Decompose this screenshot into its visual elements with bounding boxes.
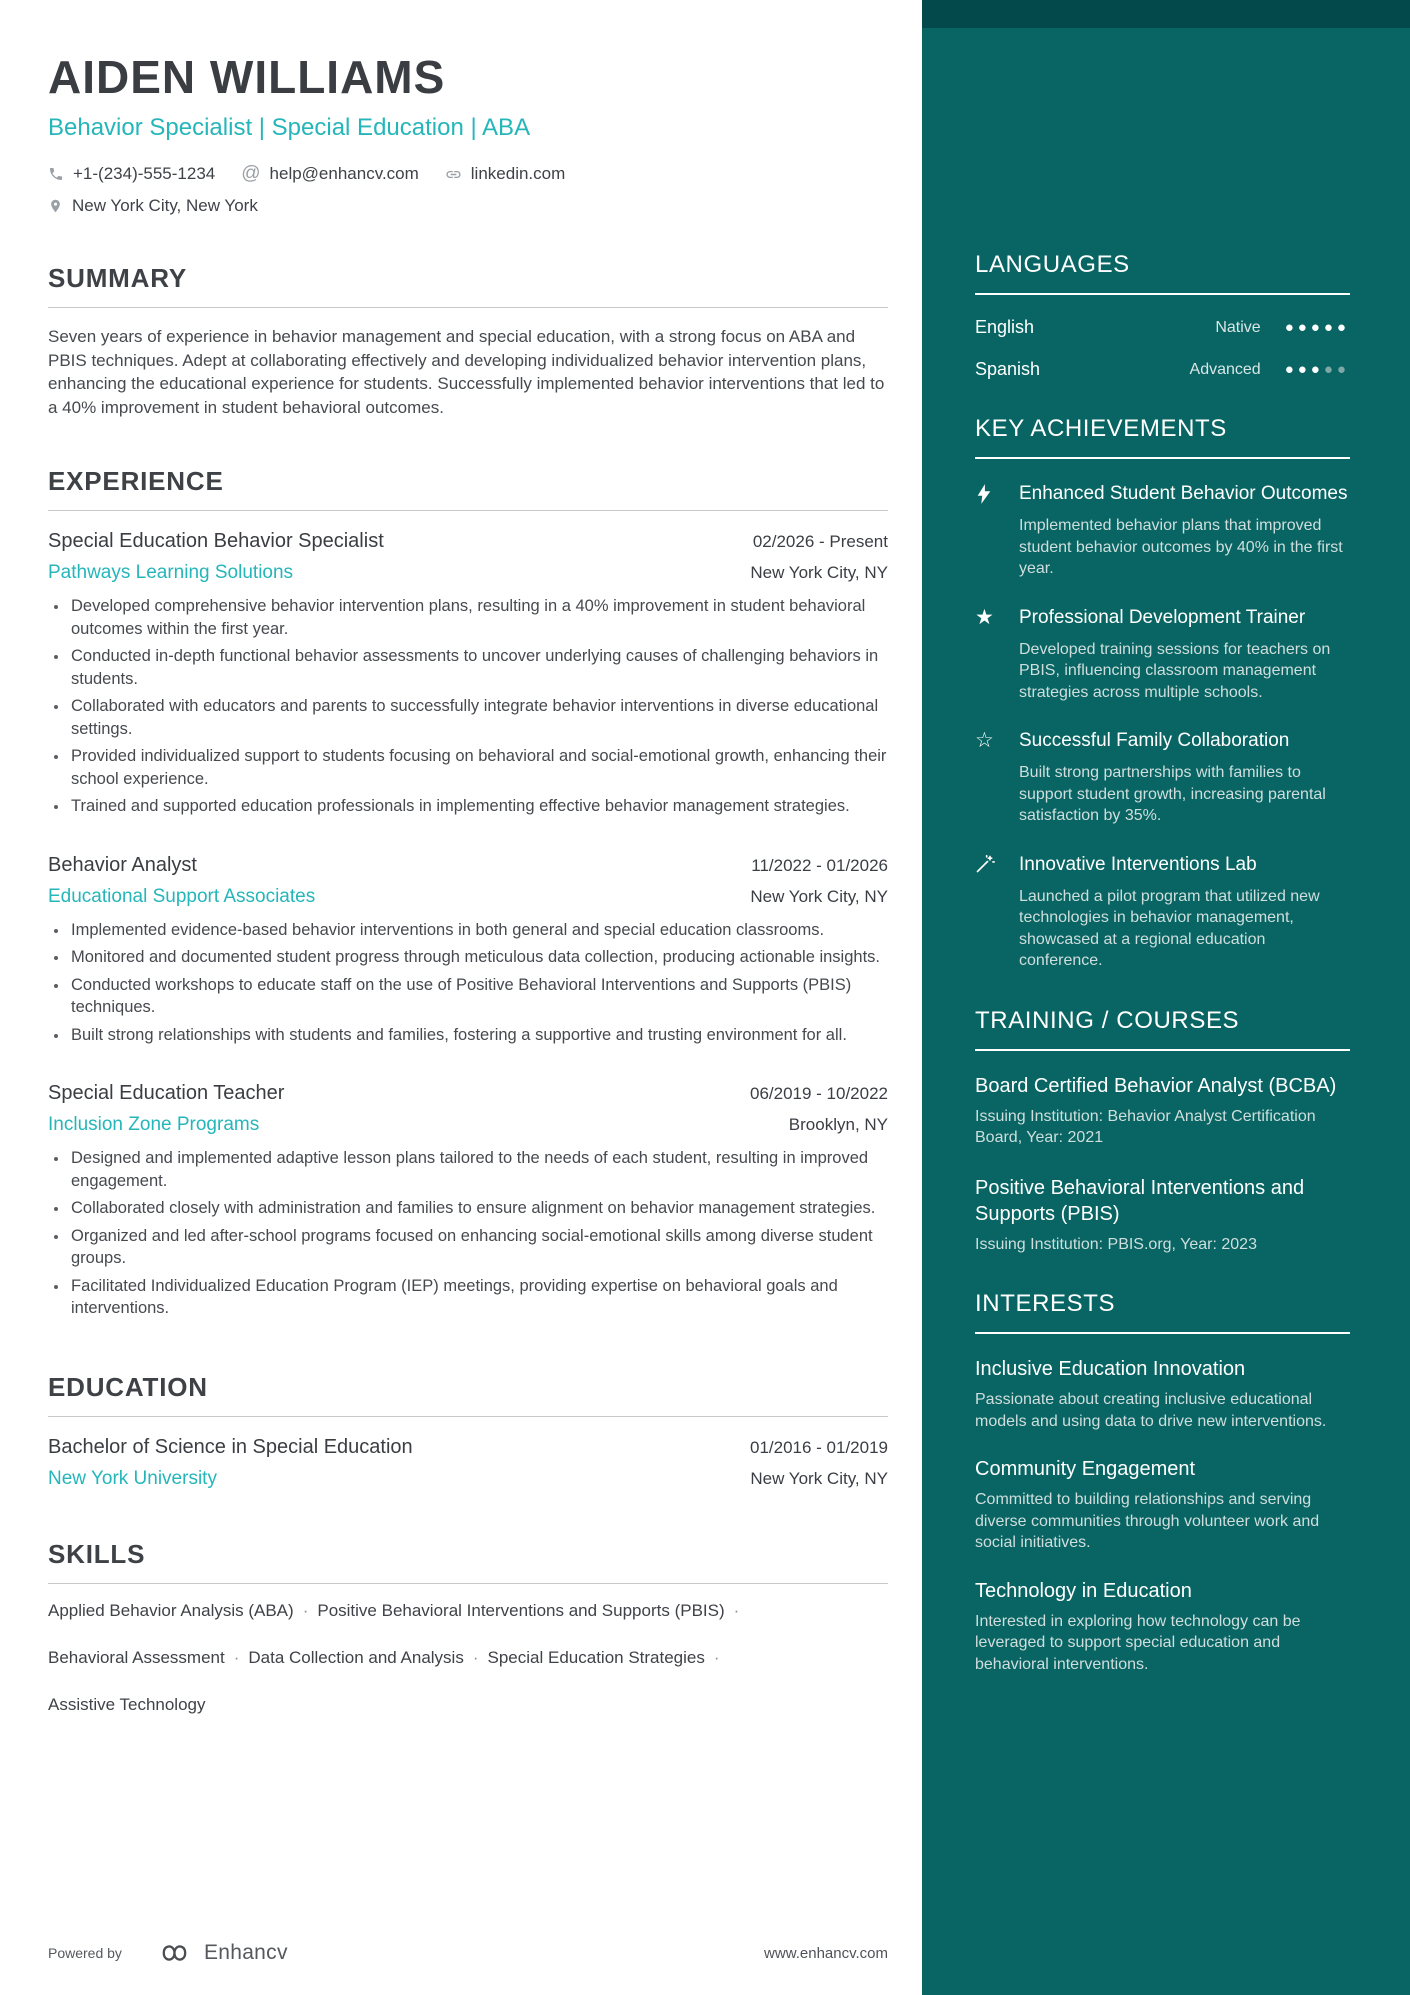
enhancv-logo[interactable]	[156, 1941, 194, 1965]
section-heading-education: EDUCATION	[48, 1371, 208, 1402]
interest-item	[975, 1456, 1350, 1554]
at-icon: @	[241, 163, 261, 184]
skill-item	[317, 1601, 739, 1621]
section-heading-languages: LANGUAGES	[975, 251, 1130, 278]
skill-item	[48, 1648, 239, 1668]
enhancv-brand-name[interactable]: Enhancv	[203, 1941, 288, 1964]
lightning-icon	[975, 481, 1019, 580]
section-divider	[48, 307, 888, 308]
achievement-title: Enhanced Student Behavior Outcomes	[1019, 483, 1348, 504]
contact-row	[48, 164, 888, 184]
achievement-description: Built strong partnerships with families to support student growth, increasing parental satisfaction by 35%.	[1019, 764, 1326, 824]
interest-title: Technology in Education	[975, 1579, 1192, 1602]
skill-label: Special Education Strategies	[487, 1647, 705, 1667]
job-location: New York City, NY	[750, 563, 888, 582]
job-bullet: • Provided individualized support to students focusing on behavioral and social-emotional growth, enhancing their school experience.	[69, 745, 888, 790]
phone-icon	[48, 166, 64, 182]
summary-section	[48, 262, 888, 419]
course-item	[975, 1073, 1350, 1149]
skill-item	[48, 1601, 308, 1621]
job-entry	[48, 852, 888, 1047]
job-bullet-list	[48, 1147, 888, 1320]
job-title: Behavior Analyst	[48, 853, 197, 876]
education-location: New York City, NY	[750, 1468, 888, 1488]
interest-description: Passionate about creating inclusive educational models and using data to drive new interventions.	[975, 1391, 1327, 1430]
skill-label: Applied Behavior Analysis (ABA)	[48, 1600, 294, 1620]
location-pin-icon	[48, 197, 63, 215]
achievement-description: Developed training sessions for teachers on PBIS, influencing classroom management strategies across multiple schools.	[1019, 640, 1331, 701]
job-location: Brooklyn, NY	[788, 1115, 888, 1134]
summary-text: Seven years of experience in behavior management and special education, with a strong focus on ABA and PBIS techniques. Adept at collaborating effectively and developing individualized behavior intervention plans, enhancing the educational experience for students. Successfully implemented behavior interventions that led to a 40% improvement in student behavioral outcomes.	[48, 327, 885, 417]
skill-separator: ·	[233, 1647, 240, 1667]
language-level: Advanced	[1189, 360, 1261, 378]
skill-separator: ·	[302, 1600, 309, 1620]
language-name: Spanish	[975, 359, 1041, 379]
language-name: English	[975, 317, 1035, 337]
achievement-title: Professional Development Trainer	[1019, 606, 1306, 628]
candidate-name: AIDEN WILLIAMS	[48, 51, 446, 103]
sidebar-top-strip	[922, 0, 1410, 28]
job-title: Special Education Teacher	[48, 1082, 285, 1104]
star-filled-icon: ★	[975, 605, 994, 629]
skill-label: Assistive Technology	[48, 1694, 206, 1714]
language-level: Native	[1215, 318, 1261, 336]
job-dates: 02/2026 - Present	[752, 532, 888, 551]
language-row	[975, 359, 1350, 380]
language-row	[975, 317, 1350, 338]
interest-item	[975, 1356, 1350, 1432]
job-bullet: • Designed and implemented adaptive lesson plans tailored to the needs of each student, resulting in improved engagement.	[69, 1147, 888, 1192]
location-text: New York City, New York	[72, 196, 258, 215]
job-bullet: • Monitored and documented student progress through meticulous data collection, producing actionable insights.	[69, 946, 888, 969]
languages-section	[975, 250, 1350, 380]
interests-section	[975, 1289, 1350, 1675]
job-bullet: • Conducted workshops to educate staff on the use of Positive Behavioral Interventions and Supports (PBIS) techniques.	[69, 974, 888, 1019]
achievement-item	[975, 728, 1350, 827]
course-item	[975, 1175, 1350, 1256]
job-company: Pathways Learning Solutions	[48, 562, 294, 583]
job-bullet: • Collaborated closely with administration and families to ensure alignment on behavior management strategies.	[69, 1197, 888, 1220]
section-heading-summary: SUMMARY	[48, 263, 187, 293]
language-proficiency-dots: ●●●●●	[1284, 361, 1350, 378]
link-icon	[445, 166, 462, 183]
section-heading-key-achievements: KEY ACHIEVEMENTS	[975, 415, 1227, 442]
job-location: New York City, NY	[750, 886, 888, 906]
job-bullet-list	[48, 595, 888, 818]
location-row	[48, 196, 888, 216]
achievement-description: Launched a pilot program that utilized new technologies in behavior management, showcased at a regional education conference.	[1019, 887, 1320, 969]
training-courses-section	[975, 1006, 1350, 1256]
job-bullet: • Facilitated Individualized Education Program (IEP) meetings, providing expertise on behavioral goals and interventions.	[69, 1275, 888, 1320]
skill-label: Data Collection and Analysis	[248, 1647, 464, 1667]
linkedin-link[interactable]: linkedin.com	[470, 164, 566, 183]
job-company: Educational Support Associates	[48, 885, 316, 907]
section-divider	[975, 1332, 1350, 1334]
course-title: Positive Behavioral Interventions and Supports (PBIS)	[975, 1176, 1305, 1225]
job-entry	[48, 528, 888, 818]
degree-title: Bachelor of Science in Special Education	[48, 1435, 413, 1458]
enhancv-url[interactable]: www.enhancv.com	[764, 1944, 888, 1962]
powered-by-label: Powered by	[48, 1945, 122, 1961]
job-bullet: • Developed comprehensive behavior intervention plans, resulting in a 40% improvement in student behavioral outcomes within the first year.	[69, 595, 888, 640]
section-divider	[48, 1583, 888, 1584]
achievement-item	[975, 481, 1350, 580]
sidebar-content	[922, 28, 1410, 1715]
section-divider	[975, 457, 1350, 459]
job-bullet: • Trained and supported education professionals in implementing effective behavior management strategies.	[69, 795, 888, 818]
course-issuer: Issuing Institution: PBIS.org, Year: 2023	[975, 1235, 1257, 1253]
section-heading-experience: EXPERIENCE	[48, 466, 224, 496]
phone-item	[48, 164, 215, 184]
job-bullet: • Collaborated with educators and parents to successfully integrate behavior interventions in diverse educational settings.	[69, 695, 888, 740]
skill-label: Behavioral Assessment	[48, 1647, 225, 1667]
achievement-description: Implemented behavior plans that improved student behavior outcomes by 40% in the first year.	[1019, 517, 1343, 577]
section-heading-interests: INTERESTS	[975, 1290, 1116, 1317]
job-bullet: • Conducted in-depth functional behavior assessments to uncover underlying causes of challenging behaviors in students.	[69, 645, 888, 690]
interest-description: Committed to building relationships and serving diverse communities through volunteer work and social initiatives.	[975, 1491, 1320, 1551]
job-company: Inclusion Zone Programs	[48, 1114, 260, 1135]
education-dates: 01/2016 - 01/2019	[749, 1437, 888, 1457]
section-heading-training-courses: TRAINING / COURSES	[975, 1006, 1240, 1034]
job-dates: 11/2022 - 01/2026	[751, 855, 888, 875]
footer	[48, 1913, 888, 1965]
skills-list	[48, 1601, 888, 1715]
job-title: Special Education Behavior Specialist	[48, 530, 384, 552]
achievement-item	[975, 852, 1350, 972]
location-item	[48, 196, 258, 216]
interest-item	[975, 1578, 1350, 1676]
skill-label: Positive Behavioral Interventions and Supports (PBIS)	[317, 1600, 725, 1620]
magic-wand-icon	[975, 852, 1019, 972]
job-entry	[48, 1080, 888, 1320]
interest-title: Community Engagement	[975, 1458, 1196, 1480]
skill-separator: ·	[713, 1647, 720, 1667]
school-name: New York University	[48, 1467, 217, 1489]
interest-description: Interested in exploring how technology can be leveraged to support special education and behavioral interventions.	[975, 1612, 1301, 1673]
sidebar	[922, 0, 1410, 1995]
experience-section	[48, 465, 888, 1325]
email-item[interactable]	[241, 164, 419, 184]
interest-title: Inclusive Education Innovation	[975, 1358, 1246, 1380]
section-divider	[48, 1416, 888, 1417]
key-achievements-section	[975, 414, 1350, 972]
achievement-item	[975, 605, 1350, 704]
skill-separator: ·	[733, 1600, 740, 1620]
phone-number: +1-(234)-555-1234	[73, 164, 216, 183]
section-divider	[48, 510, 888, 511]
skill-item	[248, 1648, 478, 1668]
job-bullet-list	[48, 919, 888, 1047]
section-heading-skills: SKILLS	[48, 1538, 146, 1569]
education-section	[48, 1371, 888, 1492]
star-outline-icon: ☆	[975, 729, 994, 752]
course-issuer: Issuing Institution: Behavior Analyst Certification Board, Year: 2021	[975, 1107, 1316, 1146]
header-block	[48, 50, 888, 216]
skills-section	[48, 1538, 888, 1715]
achievement-title: Successful Family Collaboration	[1019, 730, 1290, 751]
job-bullet: • Organized and led after-school programs focused on enhancing social-emotional skills among diverse student groups.	[69, 1225, 888, 1270]
achievement-title: Innovative Interventions Lab	[1019, 853, 1257, 875]
skill-separator: ·	[472, 1647, 479, 1667]
candidate-title: Behavior Specialist | Special Education | ABA	[48, 114, 531, 141]
job-dates: 06/2019 - 10/2022	[749, 1084, 888, 1103]
email-address[interactable]: help@enhancv.com	[269, 164, 419, 183]
linkedin-item[interactable]	[445, 164, 566, 184]
section-divider	[975, 293, 1350, 295]
section-divider	[975, 1049, 1350, 1051]
job-bullet: • Built strong relationships with students and families, fostering a supportive and trusting environment for all.	[69, 1024, 888, 1047]
job-bullet: • Implemented evidence-based behavior interventions in both general and special education classrooms.	[69, 919, 888, 942]
course-title: Board Certified Behavior Analyst (BCBA)	[975, 1074, 1337, 1097]
language-proficiency-dots: ●●●●●	[1284, 319, 1350, 336]
skill-item	[488, 1648, 720, 1668]
skill-item	[48, 1695, 215, 1715]
